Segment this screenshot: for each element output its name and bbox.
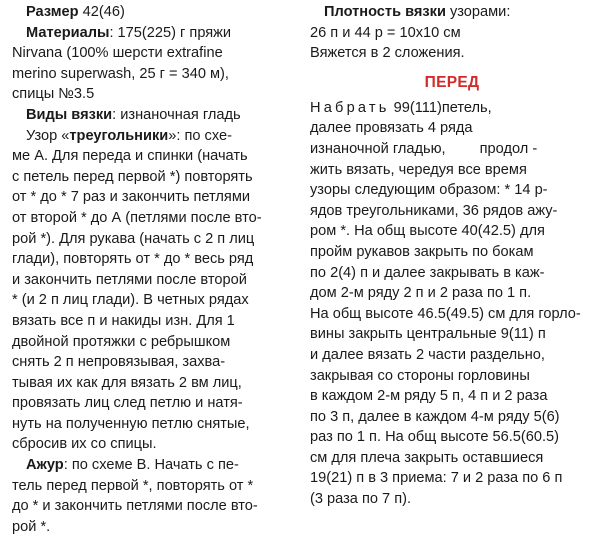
triangles-pattern-line: Узор «треугольники»: по схе- bbox=[26, 127, 232, 144]
text-line: ме А. Для переда и спинки (начать bbox=[12, 148, 248, 165]
right-column bbox=[310, 2, 594, 510]
text-line: глади), повторять от * до * весь ряд bbox=[12, 251, 254, 268]
text-line: рой *). Для рукава (начать с 2 п лиц bbox=[12, 230, 255, 247]
materials-line: Материалы: 175(225) г пряжи bbox=[26, 24, 232, 41]
text-line: далее провязать 4 ряда bbox=[310, 120, 473, 137]
text-line: merino superwash, 25 г = 340 м), bbox=[12, 65, 229, 82]
text-line: На общ высоте 46.5(49.5) см для горло- bbox=[310, 305, 581, 322]
text-line: до * и закончить петлями после вто- bbox=[12, 498, 258, 515]
text-line: изнаночной гладью, продол - bbox=[310, 140, 538, 157]
text-line: узоры следующим образом: * 14 р- bbox=[310, 182, 548, 199]
cast-on-line: Набрать 99(111)петель, bbox=[310, 99, 492, 116]
text-line: Вяжется в 2 сложения. bbox=[310, 45, 465, 62]
text-line: тывая их как для вязать 2 вм лиц, bbox=[12, 374, 242, 391]
text-line: в каждом 2-м ряду 5 п, 4 п и 2 раза bbox=[310, 388, 548, 405]
text-line: спицы №3.5 bbox=[12, 86, 95, 103]
text-line: вины закрыть центральные 9(11) п bbox=[310, 326, 546, 343]
ajour-label: Ажур bbox=[26, 457, 64, 474]
text-line: жить вязать, чередуя все время bbox=[310, 161, 527, 178]
density-line: Плотность вязки узорами: bbox=[324, 4, 511, 20]
text-line: с петель перед первой *) повторять bbox=[12, 168, 253, 185]
text-line: по 2(4) п и далее закрывать в каж- bbox=[310, 264, 545, 281]
text-line: двойной протяжки с ребрышком bbox=[12, 333, 231, 350]
knitting-types-label: Виды вязки bbox=[26, 106, 113, 123]
size-line bbox=[12, 2, 290, 23]
materials-label: Материалы bbox=[26, 24, 110, 41]
text-line: от второй * до А (петлями после вто- bbox=[12, 209, 262, 226]
text-line: нуть на полученную петлю снятые, bbox=[12, 415, 250, 432]
text-line: дом 2-м ряду 2 п и 2 раза по 1 п. bbox=[310, 285, 532, 302]
text-line: и далее вязать 2 части раздельно, bbox=[310, 346, 545, 363]
text-line: см для плеча закрыть оставшиеся bbox=[310, 449, 544, 466]
text-line: рой *. bbox=[12, 518, 51, 535]
text-line: снять 2 п непровязывая, захва- bbox=[12, 354, 226, 371]
knitting-types-line: Виды вязки: изнаночная гладь bbox=[26, 106, 241, 123]
text-line: тель перед первой *, повторять от * bbox=[12, 477, 254, 494]
size-value: 42(46) bbox=[82, 4, 125, 20]
text-line: сбросив их со спицы. bbox=[12, 436, 157, 453]
text-line: по 3 п, далее в каждом 4-м ряду 5(6) bbox=[310, 408, 560, 425]
text-line: провязать лиц след петлю и натя- bbox=[12, 395, 243, 412]
text-line: закрывая со стороны горловины bbox=[310, 367, 530, 384]
section-heading-front: ПЕРЕД bbox=[424, 73, 480, 91]
text-line: вязать все п и накиды изн. Для 1 bbox=[12, 312, 235, 329]
ajour-line: Ажур: по схеме В. Начать с пе- bbox=[26, 457, 239, 474]
text-line: 26 п и 44 р = 10х10 см bbox=[310, 24, 461, 41]
triangles-label: треугольники bbox=[69, 127, 169, 144]
size-label: Размер bbox=[26, 4, 79, 20]
text-line: * (и 2 п лиц глади). В четных рядах bbox=[12, 292, 249, 309]
density-label: Плотность вязки bbox=[324, 4, 446, 20]
text-line: раз по 1 п. На общ высоте 56.5(60.5) bbox=[310, 429, 560, 446]
text-line: ром *. На общ высоте 40(42.5) для bbox=[310, 223, 545, 240]
text-line: Nirvana (100% шерсти extrafine bbox=[12, 45, 223, 62]
text-line: пройм рукавов закрыть по бокам bbox=[310, 243, 534, 260]
text-line: (3 раза по 7 п). bbox=[310, 491, 412, 508]
text-line: и закончить петлями после второй bbox=[12, 271, 247, 288]
text-line: от * до * 7 раз и закончить петлями bbox=[12, 189, 251, 206]
text-line: 19(21) п в 3 приема: 7 и 2 раза по 6 п bbox=[310, 470, 563, 487]
left-column bbox=[12, 2, 290, 537]
text-line: ядов треугольниками, 36 рядов ажу- bbox=[310, 202, 558, 219]
